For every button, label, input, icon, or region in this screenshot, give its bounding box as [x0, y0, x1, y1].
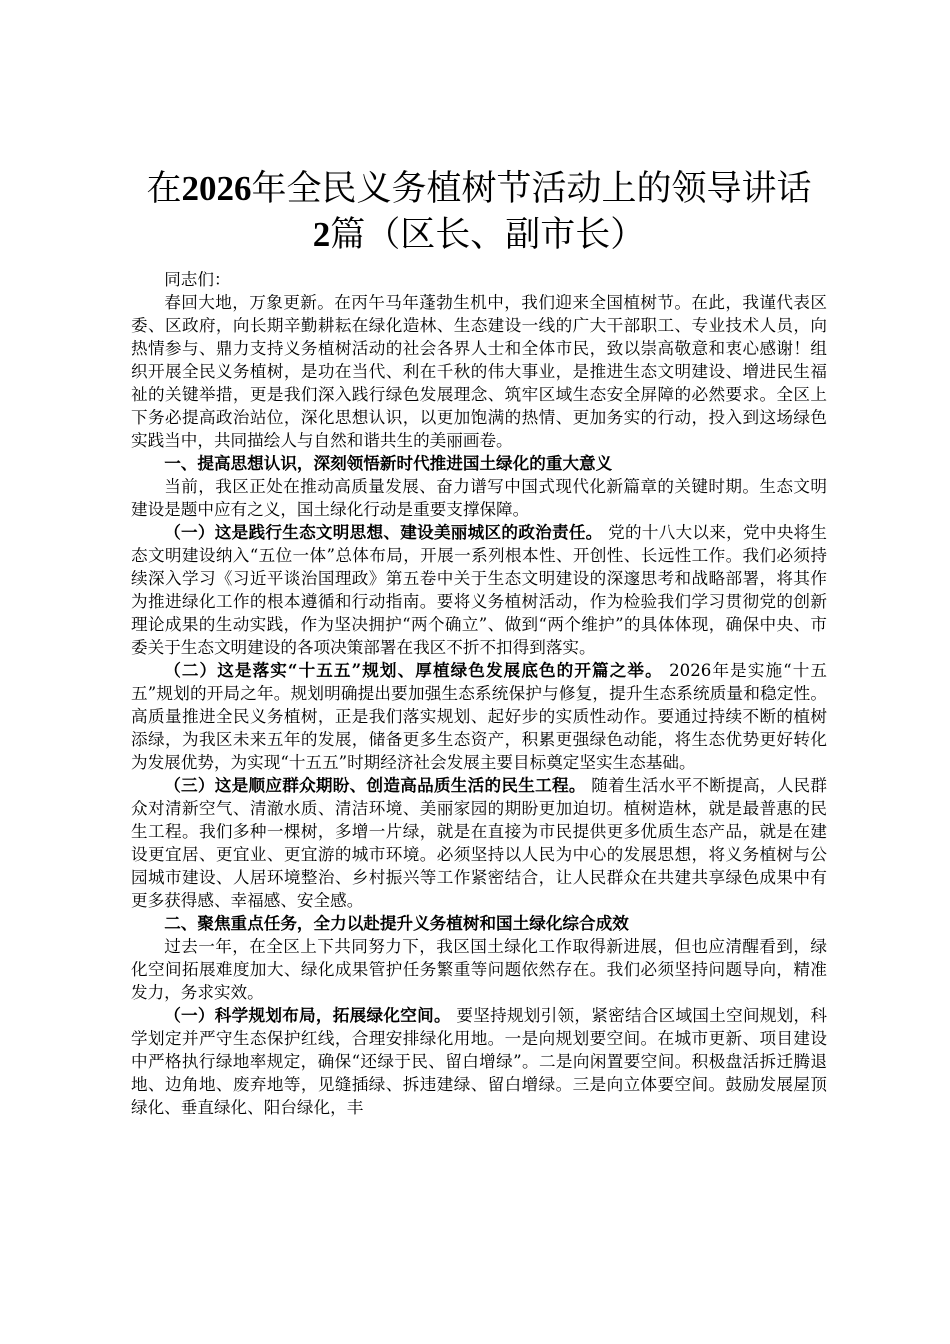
section1-point1 — [131, 521, 827, 659]
section1-point3-text: 随着生活水平不断提高，人民群众对清新空气、清澈水质、清洁环境、美丽家园的期盼更加迫切。植树造林，就是最普惠的民生工程。我们多种一棵树，多增一片绿，就是在直接为市民提供更多优质生态产品，就是在建设更宜居、更宜业、更宜游的城市环境。必须坚持以人民为中心的发展思想，将义务植树与公园城市建设、人居环境整治、乡村振兴等工作紧密结合，让人民群众在共建共享绿色成果中有更多获得感、幸福感、安全感。 — [131, 776, 828, 910]
section2-point1-text: 要坚持规划引领，紧密结合区域国土空间规划，科学划定并严守生态保护红线，合理安排绿化用地。一是向规划要空间。在城市更新、项目建设中严格执行绿地率规定，确保“还绿于民、留白增绿”。二是向闲置要空间。积极盘活拆迁腾退地、边角地、废弃地等，见缝插绿、拆违建绿、留白增绿。三是向立体要空间。鼓励发展屋顶绿化、垂直绿化、阳台绿化，丰 — [131, 1006, 828, 1117]
section2-intro: 过去一年，在全区上下共同努力下，我区国土绿化工作取得新进展，但也应清醒看到，绿化空间拓展难度加大、绿化成果管护任务繁重等问题依然存在。我们必须坚持问题导向，精准发力，务求实效。 — [131, 937, 827, 1002]
section1-point2 — [131, 659, 827, 774]
section2-point1 — [131, 1004, 827, 1119]
section1-point3 — [131, 774, 827, 912]
greeting: 同志们： — [164, 270, 231, 289]
title-middle: 年全民义务植树节活动上的领导讲话 — [251, 169, 812, 209]
document-body — [131, 268, 827, 1119]
section1-point2-text: 2026年是实施“十五五”规划的开局之年。规划明确提出要加强生态系统保护与修复，提升生态系统质量和稳定性。高质量推进全民义务植树，正是我们落实规划、起好步的实质性动作。要通过持续不断的植树添绿，为我区未来五年的发展，储备更多生态资产，积累更强绿色动能，将生态优势更好转化为发展优势，为实现“十五五”时期经济社会发展主要目标奠定坚实生态基础。 — [131, 661, 827, 772]
section2-point1-lead: （一）科学规划布局，拓展绿化空间。 — [164, 1005, 451, 1025]
section1-point2-lead: （二）这是落实“十五五”规划、厚植绿色发展底色的开篇之举。 — [164, 660, 663, 680]
section1-point3-lead: （三）这是顺应群众期盼、创造高品质生活的民生工程。 — [164, 775, 586, 795]
section2-heading: 二、聚焦重点任务，全力以赴提升义务植树和国土绿化综合成效 — [164, 913, 629, 933]
intro-paragraph: 春回大地，万象更新。在丙午马年蓬勃生机中，我们迎来全国植树节。在此，我谨代表区委、区政府，向长期辛勤耕耘在绿化造林、生态建设一线的广大干部职工、专业技术人员，向热情参与、鼎力支持义务植树活动的社会各界人士和全体市民，致以崇高敬意和衷心感谢！组织开展全民义务植树，是功在当代、利在千秋的伟大事业，是推进生态文明建设、增进民生福祉的关键举措，更是我们深入践行绿色发展理念、筑牢区域生态安全屏障的必然要求。全区上下务必提高政治站位，深化思想认识，以更加饱满的热情、更加务实的行动，投入到这场绿色实践当中，共同描绘人与自然和谐共生的美丽画卷。 — [131, 293, 827, 450]
section1-intro: 当前，我区正处在推动高质量发展、奋力谱写中国式现代化新篇章的关键时期。生态文明建设是题中应有之义，国土绿化行动是重要支撑保障。 — [131, 477, 827, 519]
section1-heading: 一、提高思想认识，深刻领悟新时代推进国土绿化的重大意义 — [164, 453, 613, 473]
title-suffix: 篇（区长、副市长） — [330, 215, 646, 255]
section1-point1-lead: （一）这是践行生态文明思想、建设美丽城区的政治责任。 — [164, 522, 603, 542]
document-page — [131, 166, 827, 1119]
title-count: 2 — [312, 215, 331, 254]
title-year: 2026 — [181, 169, 252, 208]
title-prefix: 在 — [146, 169, 182, 209]
document-title — [131, 166, 827, 258]
section1-point1-text: 党的十八大以来，党中央将生态文明建设纳入“五位一体”总体布局，开展一系列根本性、开创性、长远性工作。我们必须持续深入学习《习近平谈治国理政》第五卷中关于生态文明建设的深邃思考和战略部署，将其作为推进绿化工作的根本遵循和行动指南。要将义务植树活动，作为检验我们学习贯彻党的创新理论成果的生动实践，作为坚决拥护“两个确立”、做到“两个维护”的具体体现，确保中央、市委关于生态文明建设的各项决策部署在我区不折不扣得到落实。 — [131, 523, 828, 657]
